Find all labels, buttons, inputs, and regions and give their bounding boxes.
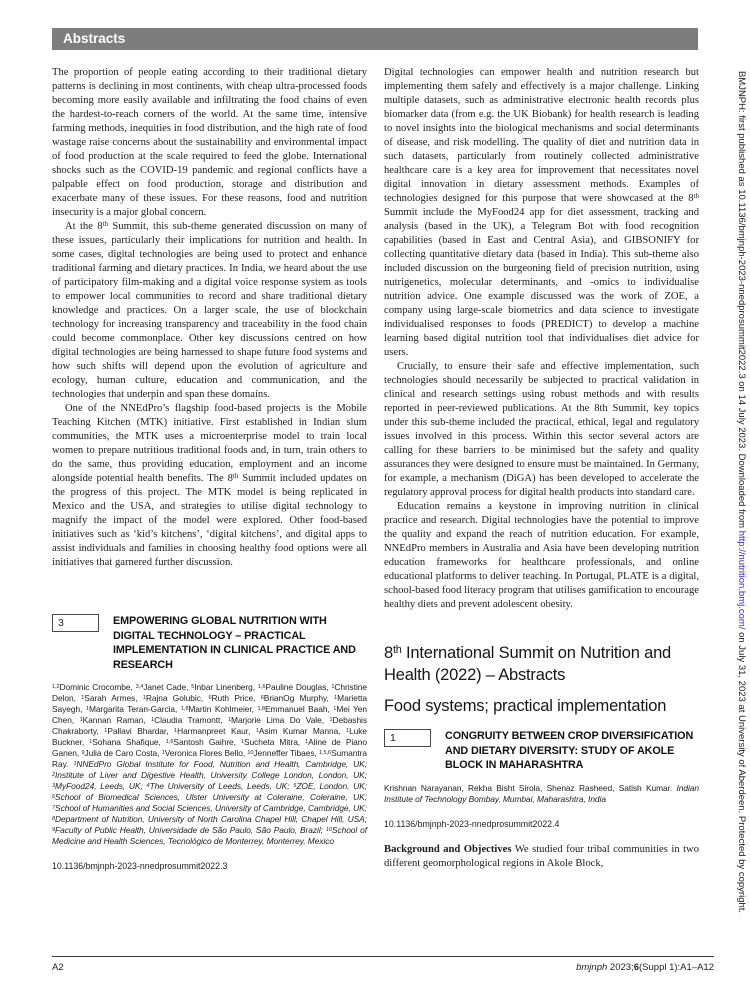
intro-paragraph-3: One of the NNEdPro’s flagship food-based projects is the Mobile Teaching Kitchen (MTK) initiative. First established in Indian slum communities, the MTK uses a microenterprise model to train local women to prepare nutritious traditional foods and, in turn, train others to do the same, thus providing education, employment and an income alongside potential health benefits. The 8th Summit included updates on the progress of this project. The MTK model is being replicated in Mexico and the USA, and strategies to utilise digital technology to magnify the impact of the model were explored. Other food-based initiatives such as ‘kid’s kitchens’, ‘digital kitchens’, and digital apps to assist individuals and families in choosing healthy food options were all initiatives that garnered further discussion.	[52, 403, 367, 568]
summit-heading: 8th International Summit on Nutrition and Health (2022) – Abstracts	[384, 644, 672, 684]
nutrition-bmj-link[interactable]: http://nutrition.bmj.com/	[736, 530, 747, 630]
abstract-3-authors-affiliations: $^{1,2}$Dominic Crocombe, $^{3,4}$Janet Cade, $^5$Inbar Linenberg, $^{1,6}$Pauline Douglas, $^1$Christine Delon, $^1$Sarah Armes, $^1$Rajna Golubic, $^6$Ruth Price, $^6$BrianOg Murphy, $^1$Marietta Sayegh, $^1$Margarita Teran-Garcia, $^{1,8}$Martin Kohlmeier, $^{1,8}$Emmanuel Baah, $^1$Mei Yen Chen, $^1$Kannan Raman, $^1$Claudia Tramontt, $^1$Marjorie Lima Do Vale, $^1$Debashis Chakraborty, $^1$Pallavi Bhardar, $^1$Harmanpreet Kaur, $^1$Asim Kumar Manna, $^1$Luke Buckner, $^1$Sohana Shafique, $^{1,6}$Santosh Gaihre, $^1$Sucheta Mitra, $^1$Aline de Piano Ganen, $^9$Julia de Caro Costa, $^1$Veronica Flores Bello, $^{10}$Jenneffer Tibaes, $^{1,5,6}$Sumantra Ray. $^1$NNEdPro Global Institute for Food, Nutrition and Health, Cambridge, UK; $^2$Institute of Liver and Digestive Health, University College London, London, UK; $^3$MyFood24, Leeds, UK; $^4$The University of Leeds, Leeds, UK; $^5$ZOE, London, UK; $^6$School of Biomedical Sciences, Ulster University at Coleraine, Coleraine, UK; $^7$School of Humanities and Social Sciences, University of Cambridge, Cambridge, UK; $^8$Department of Nutrition, University of North Carolina Chapel Hill, Chapel Hill, USA; $^9$Faculty of Public Health, Universidade de São Paulo, São Paulo, Brazil; $^{10}$School of Medicine and Health Sciences, Tecnológico de Monterrey, Monterrey, Mexico	[52, 682, 368, 846]
left-column	[52, 66, 367, 873]
digital-paragraph-1: Digital technologies can empower health and nutrition research but implementing them safely and effectively is a major challenge. Linking multiple datasets, such as administrative electronic health records plus biomarker data (from e.g. the UK Biobank) for health research is leading to novel insights into the biological mechanisms and social determinants of disease, and risk modelling. The quality of diet and nutrition data in such datasets, particularly from routinely collected administrative healthcare care is a key area for improvement that necessitates novel digital innovation in dietary assessment methods. Examples of technologies designed for this purpose that were showcased at the 8th Summit include the MyFood24 app for diet assessment, tracking and analysis (based in the UK), a Telegram Bot with food recognition capabilities (based in East and Central Asia), and GIBSONIFY for collecting quantitative dietary data (based in India). This sub-theme also included discussion on the burgeoning field of precision nutrition, using nutrigenetics, molecular determinants, and -omics to individualise nutrition advice. One example discussed was the work of ZOE, a company using large-scale biometrics and data science to investigate individualised responses to foods (PREDICT) to develop a machine learning based digital nutrition tool that individualises diet advice for users.	[384, 67, 699, 358]
page-footer	[52, 956, 714, 973]
digital-paragraph-3: Education remains a keystone in improving nutrition in clinical practice and research. Digital technologies have the potential to improve the quality and expand the reach of nutrition education. For example, NNEdPro members in Australia and Asia have been developing nutrition education frameworks for healthcare professionals, and online educational platforms to deliver teaching. In Portugal, PLATE is a digital, school-based food literacy program that utilises gamification to encourage healthy diets and prevent adolescent obesity.	[384, 501, 699, 610]
intro-paragraph-2: At the 8th Summit, this sub-theme generated discussion on many of these issues, particularly their implications for nutrition and health. In some cases, digital technologies are being used to protect and enhance traditional farming and dietary practices. In India, we heard about the use of participatory film-making and a digital voice response system as tools to empower local communities to record and share traditional dietary knowledge and practices. On a larger scale, the use of blockchain technology for increasing transparency and traceability in the food chain could become commonplace. Other key discussions centred on how digital technologies are being harnessed to shape future food systems and how such shifts will depend upon the evolution of agriculture and ecology, human culture, education and communication, and the technologies that underpin and span these domains.	[52, 219, 367, 400]
abstract-number-box: 3	[52, 614, 99, 632]
abstract-1-doi: 10.1136/bmjnph-2023-nnedprosummit2022.4	[384, 818, 560, 829]
digital-paragraph-2: Crucially, to ensure their safe and effective implementation, such technologies should necessarily be subjected to practical validation in clinical and research settings using robust methods and with results reported in peer-reviewed publications. At the 8th Summit, key topics under this sub-theme included the practical, ethical, legal and regulatory issues involved in this process. Within this sector several actors are calling for these barriers to be minimised but the safety and quality assurances they were designed to ensure must be maintained. In Germany, for example, a mechanism (DiGA) has been developed to accelerate the regulatory approval process for digital health products into standard care.	[384, 361, 699, 498]
abstract-1-header	[384, 729, 699, 773]
abstract-3-header	[52, 614, 367, 672]
abstract-1-body: Background and Objectives We studied four tribal communities in two different geomorphological regions in Akole Block,	[384, 843, 699, 869]
copyright-watermark	[736, 28, 747, 956]
abstract-1-authors-affiliations: Krishnan Narayanan, Rekha Bisht Sirola, Shenaz Rasheed, Satish Kumar. Indian Institute of Technology Bombay, Mumbai, Maharashtra, India	[384, 782, 699, 804]
abstract-1-title: CONGRUITY BETWEEN CROP DIVERSIFICATION AND DIETARY DIVERSITY: STUDY OF AKOLE BLOCK IN MAHARASHTRA	[445, 730, 694, 771]
two-column-layout	[52, 66, 700, 873]
footer-page-number: A2	[52, 962, 64, 973]
abstract-3-title: EMPOWERING GLOBAL NUTRITION WITH DIGITAL TECHNOLOGY – PRACTICAL IMPLEMENTATION IN CLINICAL PRACTICE AND RESEARCH	[113, 615, 356, 671]
right-column	[384, 66, 699, 873]
abstracts-header-bar	[52, 28, 698, 50]
footer-citation: bmjnph 2023;6(Suppl 1):A1–A12	[576, 962, 714, 973]
watermark-text-before: BMJNPH: first published as 10.1136/bmjnph-2023-nnedprosummit2022.3 on 14 July 2023. Downloaded from	[736, 70, 747, 531]
watermark-text-after: on July 31, 2023 at University of Aberdeen. Protected by copyright.	[736, 629, 747, 914]
abstracts-header-label: Abstracts	[63, 31, 126, 46]
intro-paragraph-1: The proportion of people eating according to their traditional dietary patterns is declining in most continents, with cheap ultra-processed foods becoming more easily available and infiltrating the food chains of even the hardest-to-reach corners of the world. At the same time, intensive farming methods, inequities in food distribution, and the high rate of food wastage raise concerns about the sustainability and environmental impact of food production at the scale required to feed the globe. International shocks such as the COVID-19 pandemic and regional conflicts have a palpable effect on food production, storage and distribution and exacerbate many of these issues. For these reasons, food and nutrition insecurity is a major global concern.	[52, 67, 367, 218]
page-content	[52, 28, 700, 873]
section-heading: Food systems; practical implementation	[384, 697, 667, 715]
abstract-number-box: 1	[384, 729, 431, 747]
abstract-3-doi: 10.1136/bmjnph-2023-nnedprosummit2022.3	[52, 861, 228, 871]
